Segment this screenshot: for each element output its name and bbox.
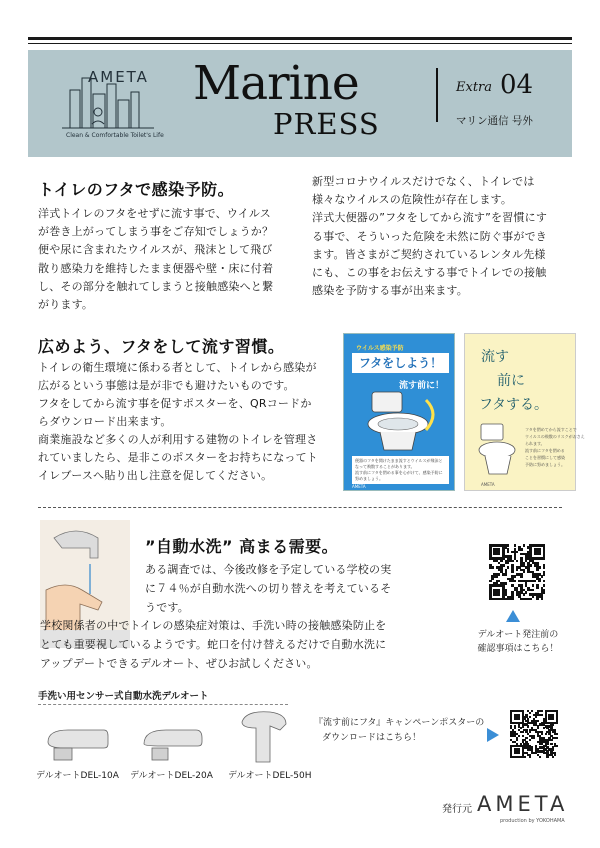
qr-code-poster-download[interactable] bbox=[510, 710, 558, 758]
masthead-subtitle: マリン通信 号外 bbox=[456, 115, 533, 127]
poster1-title: フタをしよう！ bbox=[352, 353, 449, 373]
faucet-del-50h-icon bbox=[234, 708, 294, 764]
top-rule-thin bbox=[28, 43, 572, 44]
publisher-sub: production by YOKOHAMA bbox=[500, 818, 565, 824]
poster-nagasu-mae-ni[interactable] bbox=[464, 333, 585, 491]
poster1-note: 便器のフタを開けたまま流すとウイルスが飛沫となって飛散することがあります。 流す前にフタを閉める事を心がけて、感染予防に努めましょう。 bbox=[352, 456, 449, 484]
publisher-label: 発行元 bbox=[442, 804, 472, 815]
toilet-illustration-icon bbox=[354, 390, 446, 452]
masthead-divider bbox=[436, 68, 438, 122]
poster1-footer: AMETA bbox=[352, 484, 366, 489]
arrow-up-icon bbox=[506, 610, 520, 622]
section2-heading: 広めよう、フタをして流す習慣。 bbox=[38, 337, 285, 356]
issue-number: 04 bbox=[500, 70, 534, 100]
section1-right-text: 新型コロナウイルスだけでなく、トイレでは 様々なウイルスの危険性が存在します。 洋式大便器の”フタをしてから流す”を習慣にす る事で、そういった危険を未然に防ぐ事ができ ます。皆さまがご契約されているレンタル先様 にも、この事をお伝えする事でトイレでの接触 感染を予防する事が出来ます。 bbox=[312, 175, 548, 298]
products-heading: 手洗い用センサー式自動水洗デルオート bbox=[38, 691, 209, 702]
section2-text: トイレの衛生環境に係わる者として、トイレから感染が 広がるという事態は是が非でも避けたいものです。 フタをしてから流す事を促すポスターを、QRコードか らダウンロード出来ます。 商業施設など多くの人が利用する建物のトイレを管理さ れていましたら、是非このポスターをお持ちになってト イレブースへ貼り出し注意を促してください。 bbox=[38, 361, 318, 482]
poster1-callout: 流す前に！ bbox=[399, 381, 445, 391]
section3-heading: ”自動水洗” 高まる需要。 bbox=[145, 537, 339, 556]
qr-code-delauto-check[interactable] bbox=[489, 544, 545, 600]
section1-left-text: 洋式トイレのフタをせずに流す事で、ウイルス が巻き上がってしまう事をご存知でしょうか？ 便や尿に含まれたウイルスが、飛沫として飛び 散り感染力を維持したまま便器や壁・床に付着 し、その部分を触れてしまうと接触感染へと繋 がります。 bbox=[38, 207, 274, 312]
poster2-line2: 前に bbox=[497, 373, 525, 389]
toilet-outline-icon bbox=[475, 422, 521, 478]
masthead bbox=[28, 50, 572, 157]
brand-name: AMETA bbox=[88, 68, 149, 86]
section1-heading: トイレのフタで感染予防。 bbox=[38, 180, 235, 199]
arrow-right-icon bbox=[487, 728, 499, 742]
product-name-del-20a: デルオートDEL-20A bbox=[130, 771, 213, 781]
section3-text: 学校関係者の中でトイレの感染症対策は、手洗い時の接触感染防止を とても重要視しているようです。蛇口を付け替えるだけで自動水洗に アップデートできるデルオート、ぜひお試しください。 bbox=[40, 619, 387, 670]
poster2-note: フタを閉めてから流すことで ウイルスの飛散のリスクがおさえ られます。 流す前にフタを閉める ことを習慣にして感染 予防に努めましょう。 bbox=[525, 427, 585, 467]
masthead-title: Marine bbox=[193, 56, 359, 111]
section-divider bbox=[38, 507, 562, 508]
faucet-del-10a-icon bbox=[44, 722, 110, 762]
top-rule-thick bbox=[28, 37, 572, 40]
qr1-caption: デルオート発注前の 確認事項はこちら！ bbox=[477, 630, 559, 654]
products-underline bbox=[38, 704, 288, 705]
product-name-del-50h: デルオートDEL-50H bbox=[228, 771, 312, 781]
poster1-kicker: ウイルス感染予防 bbox=[356, 345, 404, 352]
poster2-line1: 流す bbox=[481, 349, 509, 365]
campaign-caption: 『流す前にフタ』キャンペーンポスターの ダウンロードはこちら！ bbox=[314, 718, 485, 743]
poster-futa-wo-shiyou[interactable] bbox=[343, 333, 455, 491]
product-name-del-10a: デルオートDEL-10A bbox=[36, 771, 119, 781]
faucet-del-20a-icon bbox=[140, 722, 206, 762]
brand-tagline: Clean & Comfortable Toilet's Life bbox=[66, 132, 164, 139]
publisher-name: AMETA bbox=[477, 792, 569, 816]
extra-label: Extra bbox=[456, 80, 493, 95]
masthead-title-sub: PRESS bbox=[273, 107, 380, 141]
poster2-footer: AMETA bbox=[481, 482, 495, 487]
poster2-line3: フタする。 bbox=[479, 397, 549, 413]
section3-lead: ある調査では、今後改修を予定している学校の実 に７４％が自動水洗への切り替えを考えているそ うです。 bbox=[145, 563, 392, 614]
